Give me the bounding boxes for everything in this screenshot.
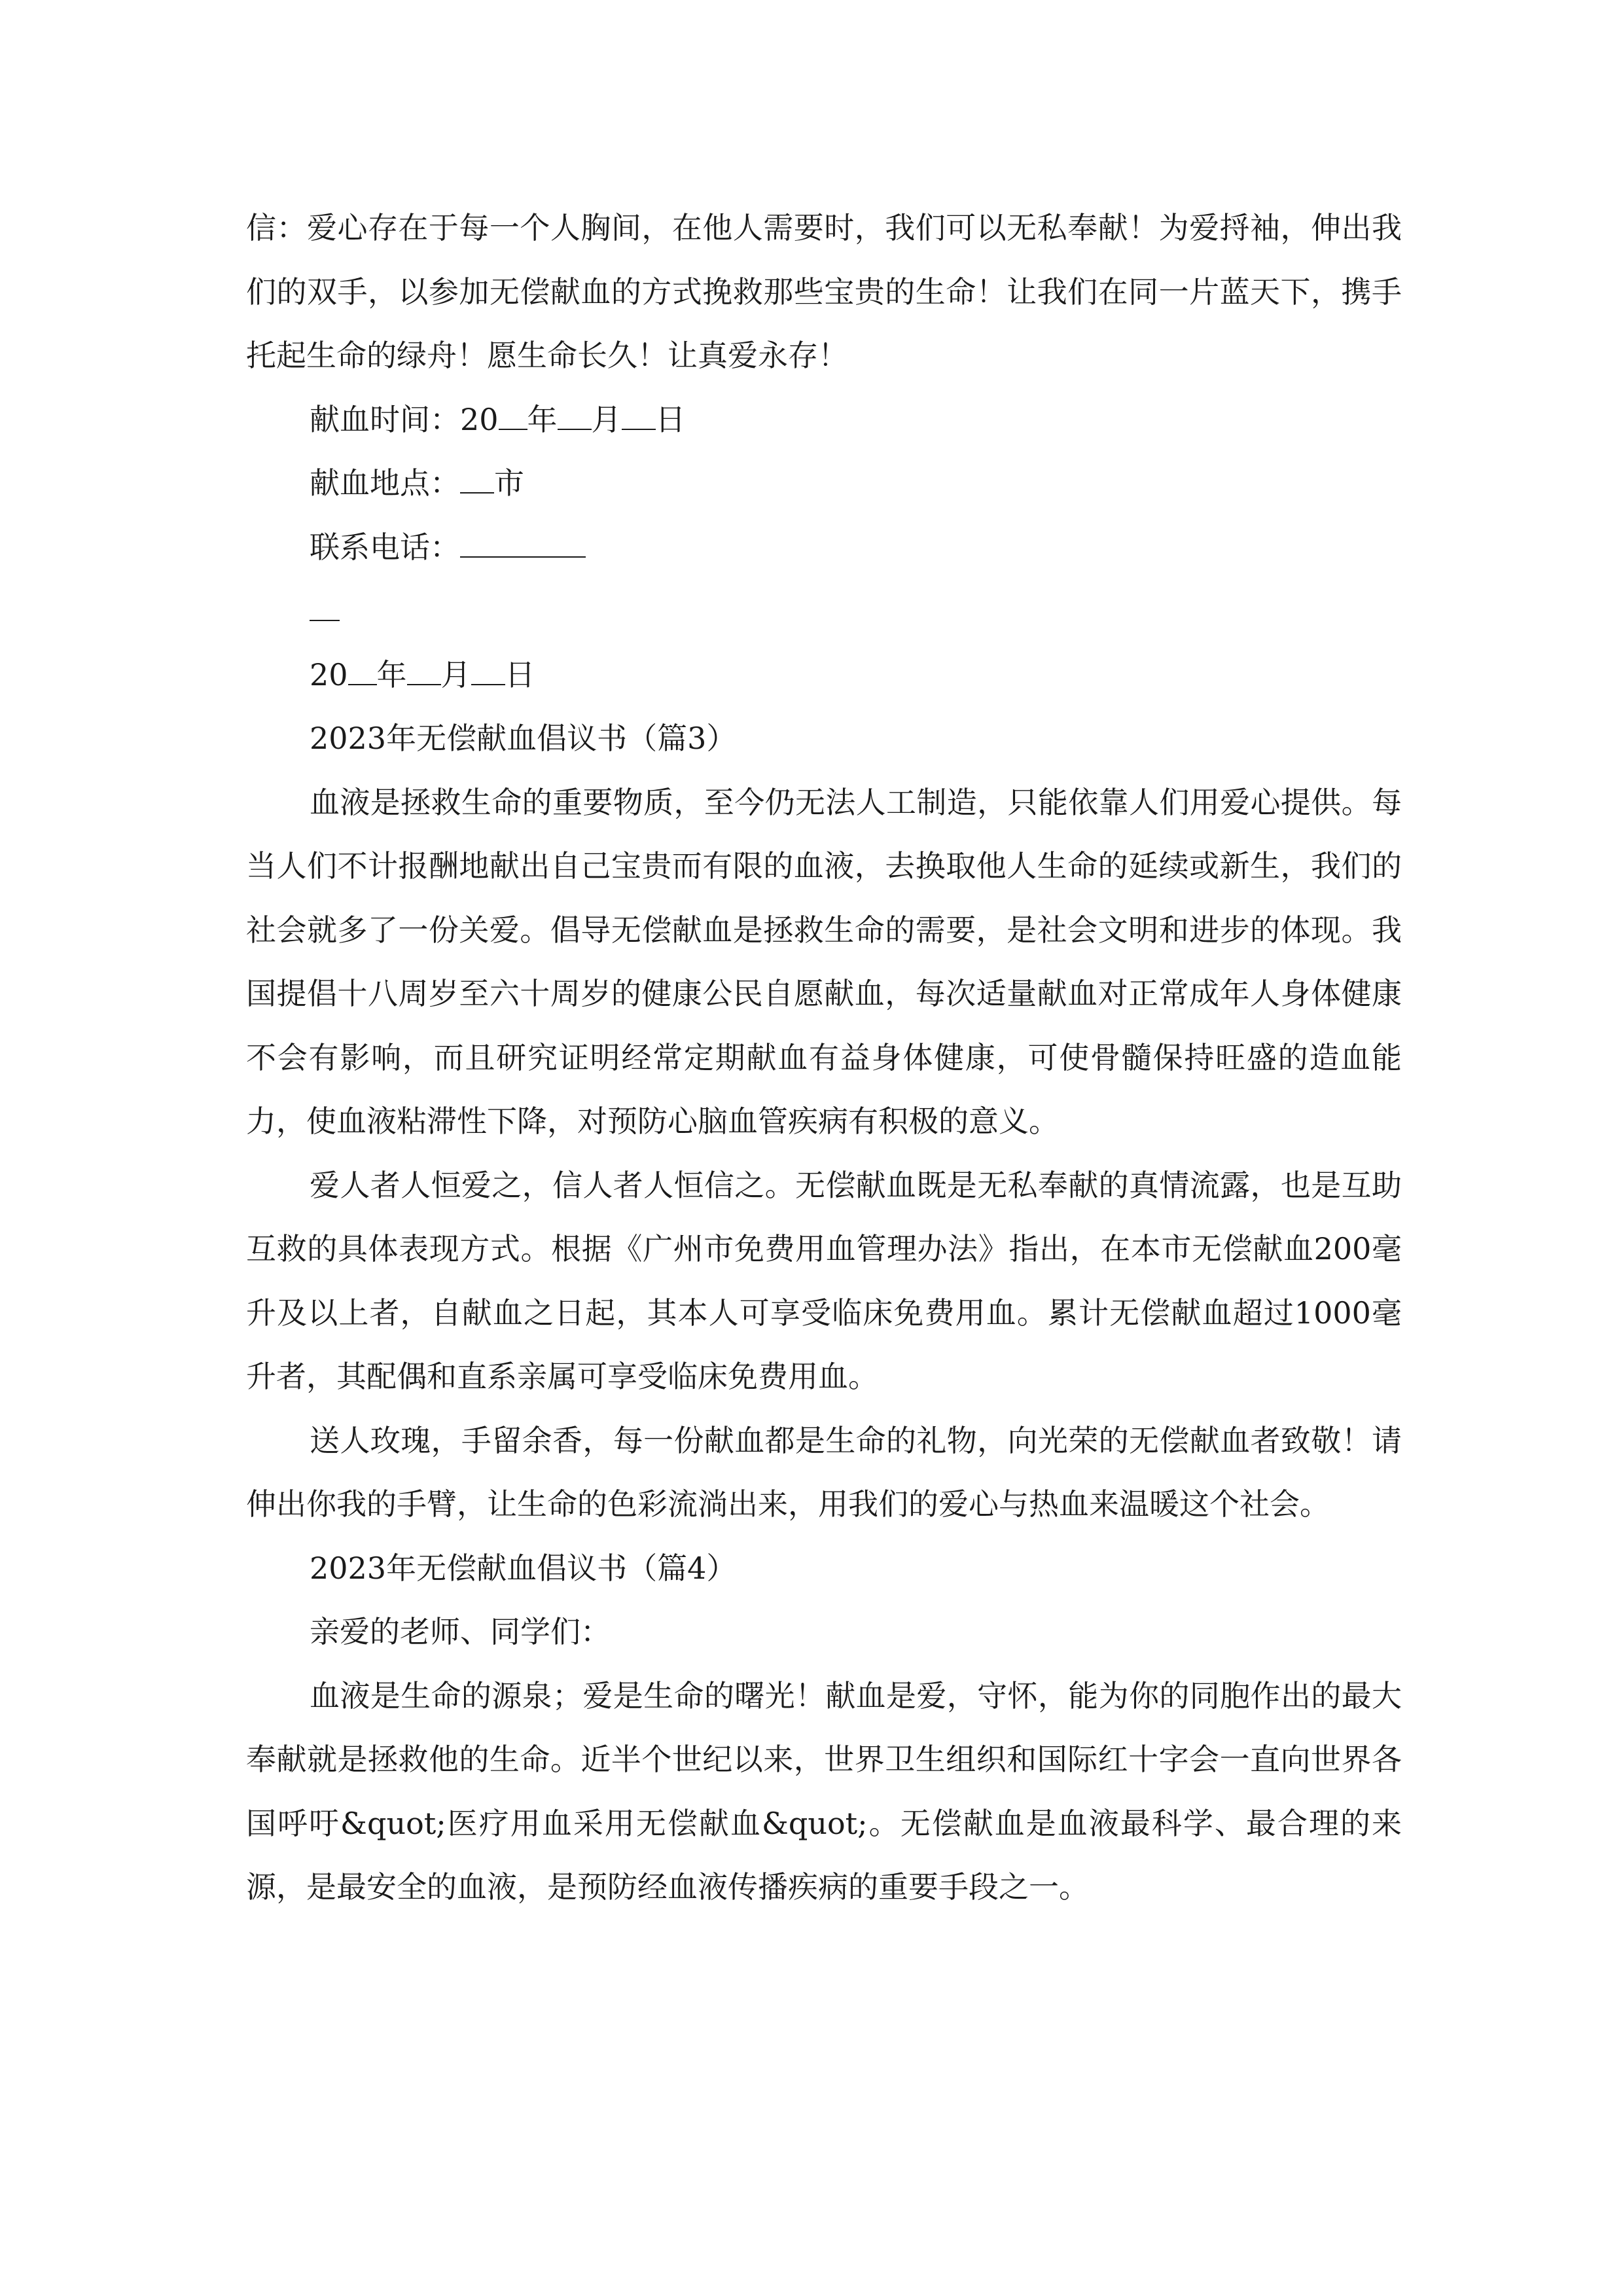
contact-phone-line (246, 516, 1402, 580)
date-line (246, 643, 1402, 708)
section-title: 2023年无偿献血倡议书（篇3） (310, 721, 737, 756)
document-body (246, 196, 1402, 1920)
blank-field (622, 401, 656, 429)
city-label: 市 (494, 465, 524, 501)
day-label: 日 (505, 656, 535, 692)
donation-time-label: 献血时间：20 (310, 401, 499, 437)
contact-phone-label: 联系电话： (310, 529, 460, 565)
blank-field (471, 656, 505, 685)
donation-place-label: 献血地点： (310, 465, 460, 501)
blank-field (407, 656, 441, 685)
section-title: 2023年无偿献血倡议书（篇4） (310, 1550, 737, 1586)
signature-blank (246, 579, 1402, 643)
blank-field (460, 465, 494, 493)
blank-field (499, 401, 527, 429)
year-label: 年 (376, 656, 407, 692)
blank-field (310, 620, 340, 621)
body-paragraph: 送人玫瑰，手留余香，每一份献血都是生命的礼物，向光荣的无偿献血者致敬！请伸出你我的手臂，让生命的色彩流淌出来，用我们的爱心与热血来温暖这个社会。 (246, 1422, 1402, 1522)
date-prefix: 20 (310, 656, 348, 692)
donation-time-line (246, 388, 1402, 452)
body-paragraph: 血液是拯救生命的重要物质，至今仍无法人工制造，只能依靠人们用爱心提供。每当人们不计报酬地献出自己宝贵而有限的血液，去换取他人生命的延续或新生，我们的社会就多了一份关爱。倡导无偿献血是拯救生命的需要，是社会文明和进步的体现。我国提倡十八周岁至六十周岁的健康公民自愿献血，每次适量献血对正常成年人身体健康不会有影响，而且研究证明经常定期献血有益身体健康，可使骨髓保持旺盛的造血能力，使血液粘滞性下降，对预防心脑血管疾病有积极的意义。 (246, 784, 1402, 1139)
greeting: 亲爱的老师、同学们： (310, 1614, 611, 1649)
year-label: 年 (527, 401, 558, 437)
month-label: 月 (440, 656, 471, 692)
blank-field (558, 401, 592, 429)
body-paragraph: 血液是生命的源泉；爱是生命的曙光！献血是爱，守怀，能为你的同胞作出的最大奉献就是拯救他的生命。近半个世纪以来，世界卫生组织和国际红十字会一直向世界各国呼吁&quot;医疗用血采用无偿献血&quot;。无偿献血是血液最科学、最合理的来源，是最安全的血液，是预防经血液传播疾病的重要手段之一。 (246, 1677, 1402, 1905)
month-label: 月 (591, 401, 622, 437)
blank-field (460, 529, 586, 557)
body-paragraph: 爱人者人恒爱之，信人者人恒信之。无偿献血既是无私奉献的真情流露，也是互助互救的具体表现方式。根据《广州市免费用血管理办法》指出，在本市无偿献血200毫升及以上者，自献血之日起，其本人可享受临床免费用血。累计无偿献血超过1000毫升者，其配偶和直系亲属可享受临床免费用血。 (246, 1167, 1402, 1394)
continued-paragraph: 信：爱心存在于每一个人胸间，在他人需要时，我们可以无私奉献！为爱捋袖，伸出我们的双手，以参加无偿献血的方式挽救那些宝贵的生命！让我们在同一片蓝天下，携手托起生命的绿舟！愿生命长久！让真爱永存！ (246, 210, 1402, 373)
day-label: 日 (655, 401, 686, 437)
donation-place-line (246, 452, 1402, 516)
blank-field (348, 656, 377, 685)
